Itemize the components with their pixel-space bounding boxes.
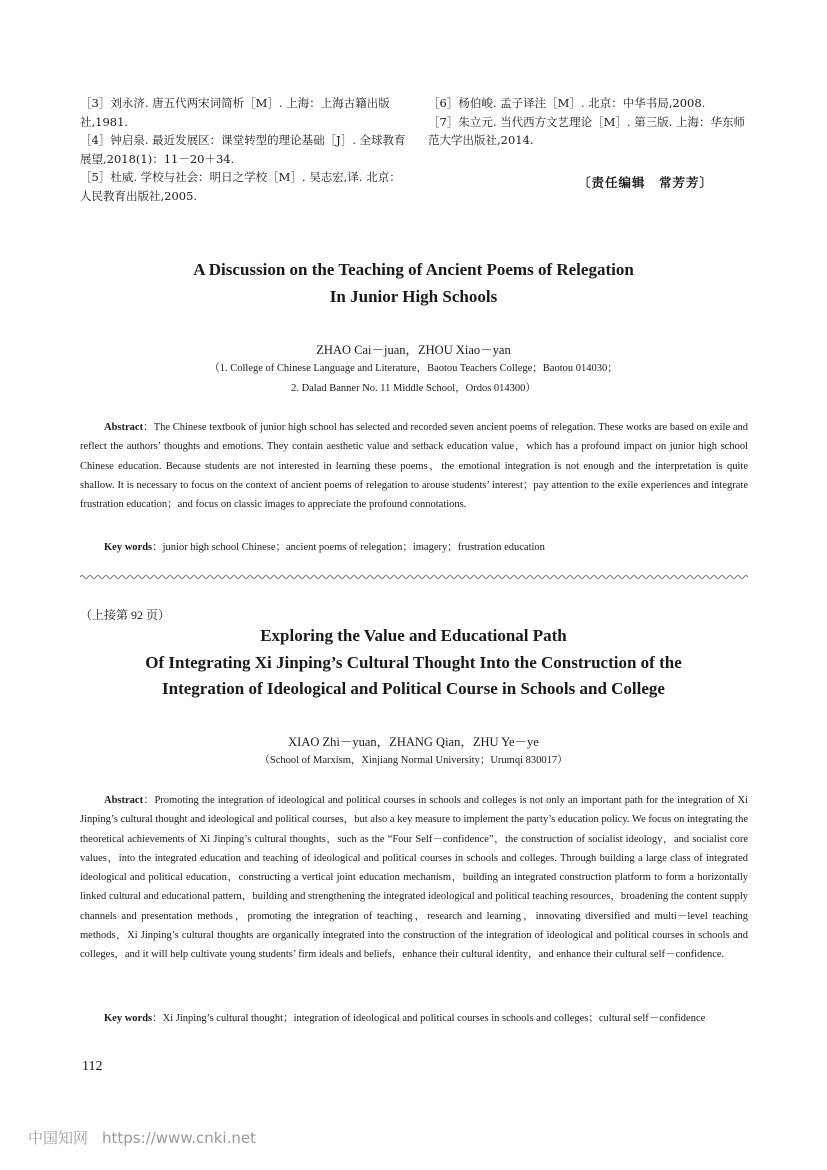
reference-item	[80, 94, 406, 131]
article1-affiliation-line1: （1. College of Chinese Language and Literature，Baotou Teachers College；Baotou 014030；	[209, 363, 618, 374]
reference-number: ［3］	[80, 96, 111, 110]
reference-number: ［7］	[428, 114, 459, 129]
article2-authors: XIAO Zhi－yuan，ZHANG Qian，ZHU Ye－ye	[288, 735, 539, 749]
article1-title	[0, 257, 827, 310]
keywords-label: Key words	[104, 542, 153, 553]
page-number: 112	[82, 1059, 103, 1074]
abstract-label: Abstract	[104, 795, 144, 806]
reference-text: 钟启泉. 最近发展区：课堂转型的理论基础［J］. 全球教育展望,2018(1)：11－20＋34.	[80, 133, 406, 166]
article2-abstract	[80, 791, 748, 965]
article1-affiliation-line2: 2. Dalad Banner No. 11 Middle School，Ordos 014300）	[291, 383, 536, 394]
article2-title-line3: Integration of Ideological and Political Course in Schools and College	[162, 679, 665, 698]
abstract-text: ：Promoting the integration of ideological and political courses in schools and colleges is not only an important path for the integration of Xi Jinping’s cultural thought and ideological and political courses，but also a key measure to implement the party’s education policy. We focus on integrating the theoretical achievements of Xi Jinping’s cultural thoughts，such as the “Four Self－confidence”，the construction of socialist ideology，and socialist core values，into the integrated education and teaching of ideological and political courses in schools and colleges. Through building a large class of integrated ideological and political education，constructing a vertical joint education mechanism，building an integrated construction platform to form a horizontally linked cultural and educational pattern，building and strengthening the integrated ideological and political teaching resources，broadening the content supply channels and presentation methods，promoting the integration of teaching，research and learning，innovating diversified and multi－level teaching methods，Xi Jinping’s cultural thoughts are organically integrated into the construction of the integration of ideological and political courses in schools and colleges，and it will help cultivate young students’ firm ideals and beliefs，enhance their cultural identity，and enhance their cultural self－confidence.	[80, 795, 748, 961]
reference-text: 刘永济. 唐五代两宋词简析［M］. 上海：上海古籍出版社,1981.	[80, 96, 390, 129]
article1-title-line1: A Discussion on the Teaching of Ancient Poems of Relegation	[193, 260, 634, 279]
references-right	[428, 94, 750, 150]
article1-title-line2: In Junior High Schools	[329, 286, 498, 306]
wavy-divider	[80, 573, 748, 581]
article1-affiliation	[0, 359, 827, 399]
article2-title	[0, 623, 827, 703]
article1-keywords	[80, 538, 748, 557]
abstract-text: ：The Chinese textbook of junior high school has selected and recorded seven ancient poems of relegation. These works are based on exile and reflect the authors’ thoughts and emotions. They contain aesthetic value and setback education value，which has a profound impact on junior high school Chinese education. Because students are not interested in learning these poems，the emotional integration is not enough and the interpretation is quite shallow. It is necessary to focus on the context of ancient poems of relegation to arouse students’ interest；pay attention to the exile experiences and integrate frustration education；and focus on classic images to appreciate the profound connotations.	[80, 422, 748, 511]
keywords-label: Key words	[104, 1013, 153, 1024]
watermark-brand: 中国知网	[28, 1129, 89, 1147]
references-left	[80, 94, 406, 205]
reference-item	[428, 94, 750, 113]
responsible-editor: 〔责任编辑 常芳芳〕	[578, 175, 714, 190]
article2-title-line1: Exploring the Value and Educational Path	[260, 626, 567, 645]
watermark-url: https://www.cnki.net	[102, 1129, 256, 1147]
reference-text: 杨伯峻. 孟子译注［M］. 北京：中华书局,2008.	[458, 96, 706, 110]
article2-title-line2: Of Integrating Xi Jinping’s Cultural Thought Into the Construction of the	[145, 652, 682, 672]
reference-number: ［5］	[80, 170, 111, 184]
reference-number: ［6］	[428, 96, 459, 110]
reference-number: ［4］	[80, 133, 111, 147]
cnki-watermark	[28, 1127, 256, 1148]
article1-authors: ZHAO Cai－juan，ZHOU Xiao－yan	[316, 343, 511, 357]
article2-keywords	[80, 1009, 748, 1028]
reference-item	[80, 168, 406, 205]
keywords-text: ：Xi Jinping’s cultural thought；integration of ideological and political courses in schools and colleges；cultural self－confidence	[152, 1013, 706, 1024]
continued-from-note: （上接第 92 页）	[80, 608, 171, 622]
reference-text: 杜威. 学校与社会：明日之学校［M］. 吴志宏,译. 北京：人民教育出版社,2005.	[80, 170, 401, 203]
abstract-label: Abstract	[104, 422, 144, 433]
keywords-text: ：junior high school Chinese；ancient poems of relegation；imagery；frustration education	[152, 542, 545, 553]
reference-item	[80, 131, 406, 168]
article2-affiliation: （School of Marxism，Xinjiang Normal University；Urumqi 830017）	[259, 755, 568, 766]
article1-abstract	[80, 418, 748, 514]
reference-item	[428, 113, 750, 150]
reference-text: 朱立元. 当代西方文艺理论［M］. 第三版. 上海：华东师范大学出版社,2014.	[428, 114, 746, 147]
